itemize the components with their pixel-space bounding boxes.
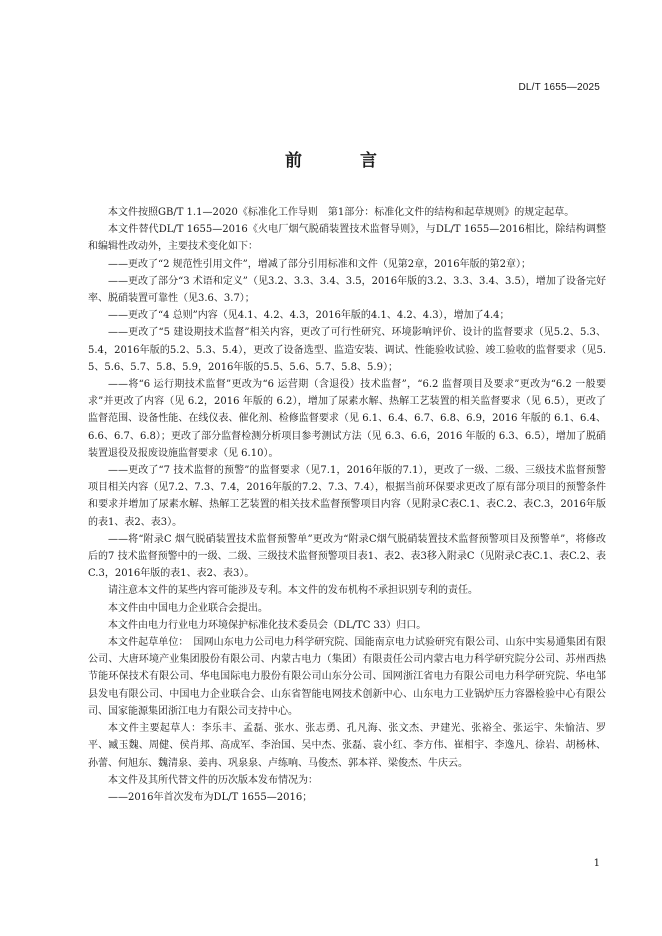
change-item-operation-supervision: ——将“6 运行期技术监督”更改为“6 运营期（含退役）技术监督”，“6.2 监督项目及要求”更改为“6.2 一般要求”并更改了内容（见 6.2，2016 年版的 6.2），增加了尿素水解、热解工艺装置的相关监督要求（见 6.5），更改了监督范围、设备性能、在线仪表、催化剂、检修监督要求（见 6.1、6.4、6.7、6.8、6.9，2016 年版的 6.1、6.4、6.6、6.7、6.8）；更改了部分监督检测分析项目参考测试方法（见 6.3、6.6，2016 年版的 6.3、6.5），增加了脱硝装置退役及报废设施监督要求（见 6.10）。 [88,379,606,459]
version-history-item: ——2016年首次发布为DL/T 1655—2016； [108,791,313,803]
paragraph-drafters: 本文件主要起草人：李乐丰、孟磊、张水、张志勇、孔凡海、张文杰、尹建光、张裕全、张运宇、朱愉洁、罗平、臧玉魏、周健、侯肖邦、高成军、李治国、吴中杰、张磊、袁小红、李方伟、崔相宇、李逸凡、徐岩、胡杨林、孙蕾、何旭东、魏清泉、姜冉、巩泉泉、卢练响、马俊杰、郭本祥、梁俊杰、牛庆云。 [88,723,606,769]
change-item-general: ——更改了“4 总则”内容（见4.1、4.2、4.3，2016年版的4.1、4.2、4.3），增加了4.4； [108,310,510,322]
change-item-construction-supervision: ——更改了“5 建设期技术监督”相关内容，更改了可行性研究、环境影响评价、设计的监督要求（见5.2、5.3、5.4，2016年版的5.2、5.3、5.4），更改了设备选型、监造安装、调试、性能验收试验、竣工验收的监督要求（见5.5、5.6、5.7、5.8、5.9，2016年版的5.5、5.6、5.7、5.8、5.9）； [88,327,606,373]
paragraph-committee: 本文件由电力行业电力环境保护标准化技术委员会（DL/TC 33）归口。 [108,619,427,631]
paragraph-patent-notice: 请注意本文件的某些内容可能涉及专利。本文件的发布机构不承担识别专利的责任。 [108,585,478,597]
change-item-terms-definitions: ——更改了部分“3 术语和定义”（见3.2、3.3、3.4、3.5，2016年版的3.2、3.3、3.4、3.5），增加了设备完好率、脱硝装置可靠性（见3.6、3.7）； [88,275,606,305]
document-body [88,204,606,806]
change-item-normative-references: ——更改了“2 规范性引用文件”，增减了部分引用标准和文件（见第2章，2016年版的第2章）； [108,258,531,270]
paragraph-drafting-units: 本文件起草单位： 国网山东电力公司电力科学研究院、国能南京电力试验研究有限公司、山东中实易通集团有限公司、大唐环境产业集团股份有限公司、内蒙古电力（集团）有限责任公司内蒙古电力科学研究院分公司、苏州西热节能环保技术有限公司、华电国际电力股份有限公司山东分公司、国网浙江省电力有限公司电力科学研究院、华电邹县发电有限公司、中国电力企业联合会、山东省智能电网技术创新中心、山东电力工业锅炉压力容器检验中心有限公司、国家能源集团浙江电力有限公司支持中心。 [88,637,606,717]
page-title: 前 言 [285,151,403,171]
change-item-early-warning: ——更改了“7 技术监督的预警”的监督要求（见7.1，2016年版的7.1），更改了一级、二级、三级技术监督预警项目相关内容（见7.2、7.3、7.4，2016年版的7.2、7.3、7.4），根据当前环保要求更改了原有部分项目的预警条件和要求并增加了尿素水解、热解工艺装置的相关技术监督预警项目内容（见附录C表C.1、表C.2、表C.3，2016年版的表1、表2、表3）。 [88,465,606,528]
paragraph-proposer: 本文件由中国电力企业联合会提出。 [108,602,268,614]
paragraph-version-history: 本文件及其所代替文件的历次版本发布情况为： [108,774,318,786]
page-number: 1 [593,858,600,869]
paragraph-drafting-rules: 本文件按照GB/T 1.1—2020《标准化工作导则 第1部分：标准化文件的结构和起草规则》的规定起草。 [108,207,575,218]
paragraph-replacement: 本文件替代DL/T 1655—2016《火电厂烟气脱硝装置技术监督导则》，与DL/T 1655—2016相比，除结构调整和编辑性改动外，主要技术变化如下： [88,224,606,253]
document-code: DL/T 1655—2025 [518,82,600,93]
change-item-appendix-c: ——将“附录C 烟气脱硝装置技术监督预警单”更改为“附录C烟气脱硝装置技术监督预警项目及预警单”，将修改后的7 技术监督预警中的一级、二级、三级技术监督预警项目表1、表2、表3移入附录C（见附录C表C.1、表C.2、表C.3，2016年版的表1、表2、表3）。 [88,533,606,580]
